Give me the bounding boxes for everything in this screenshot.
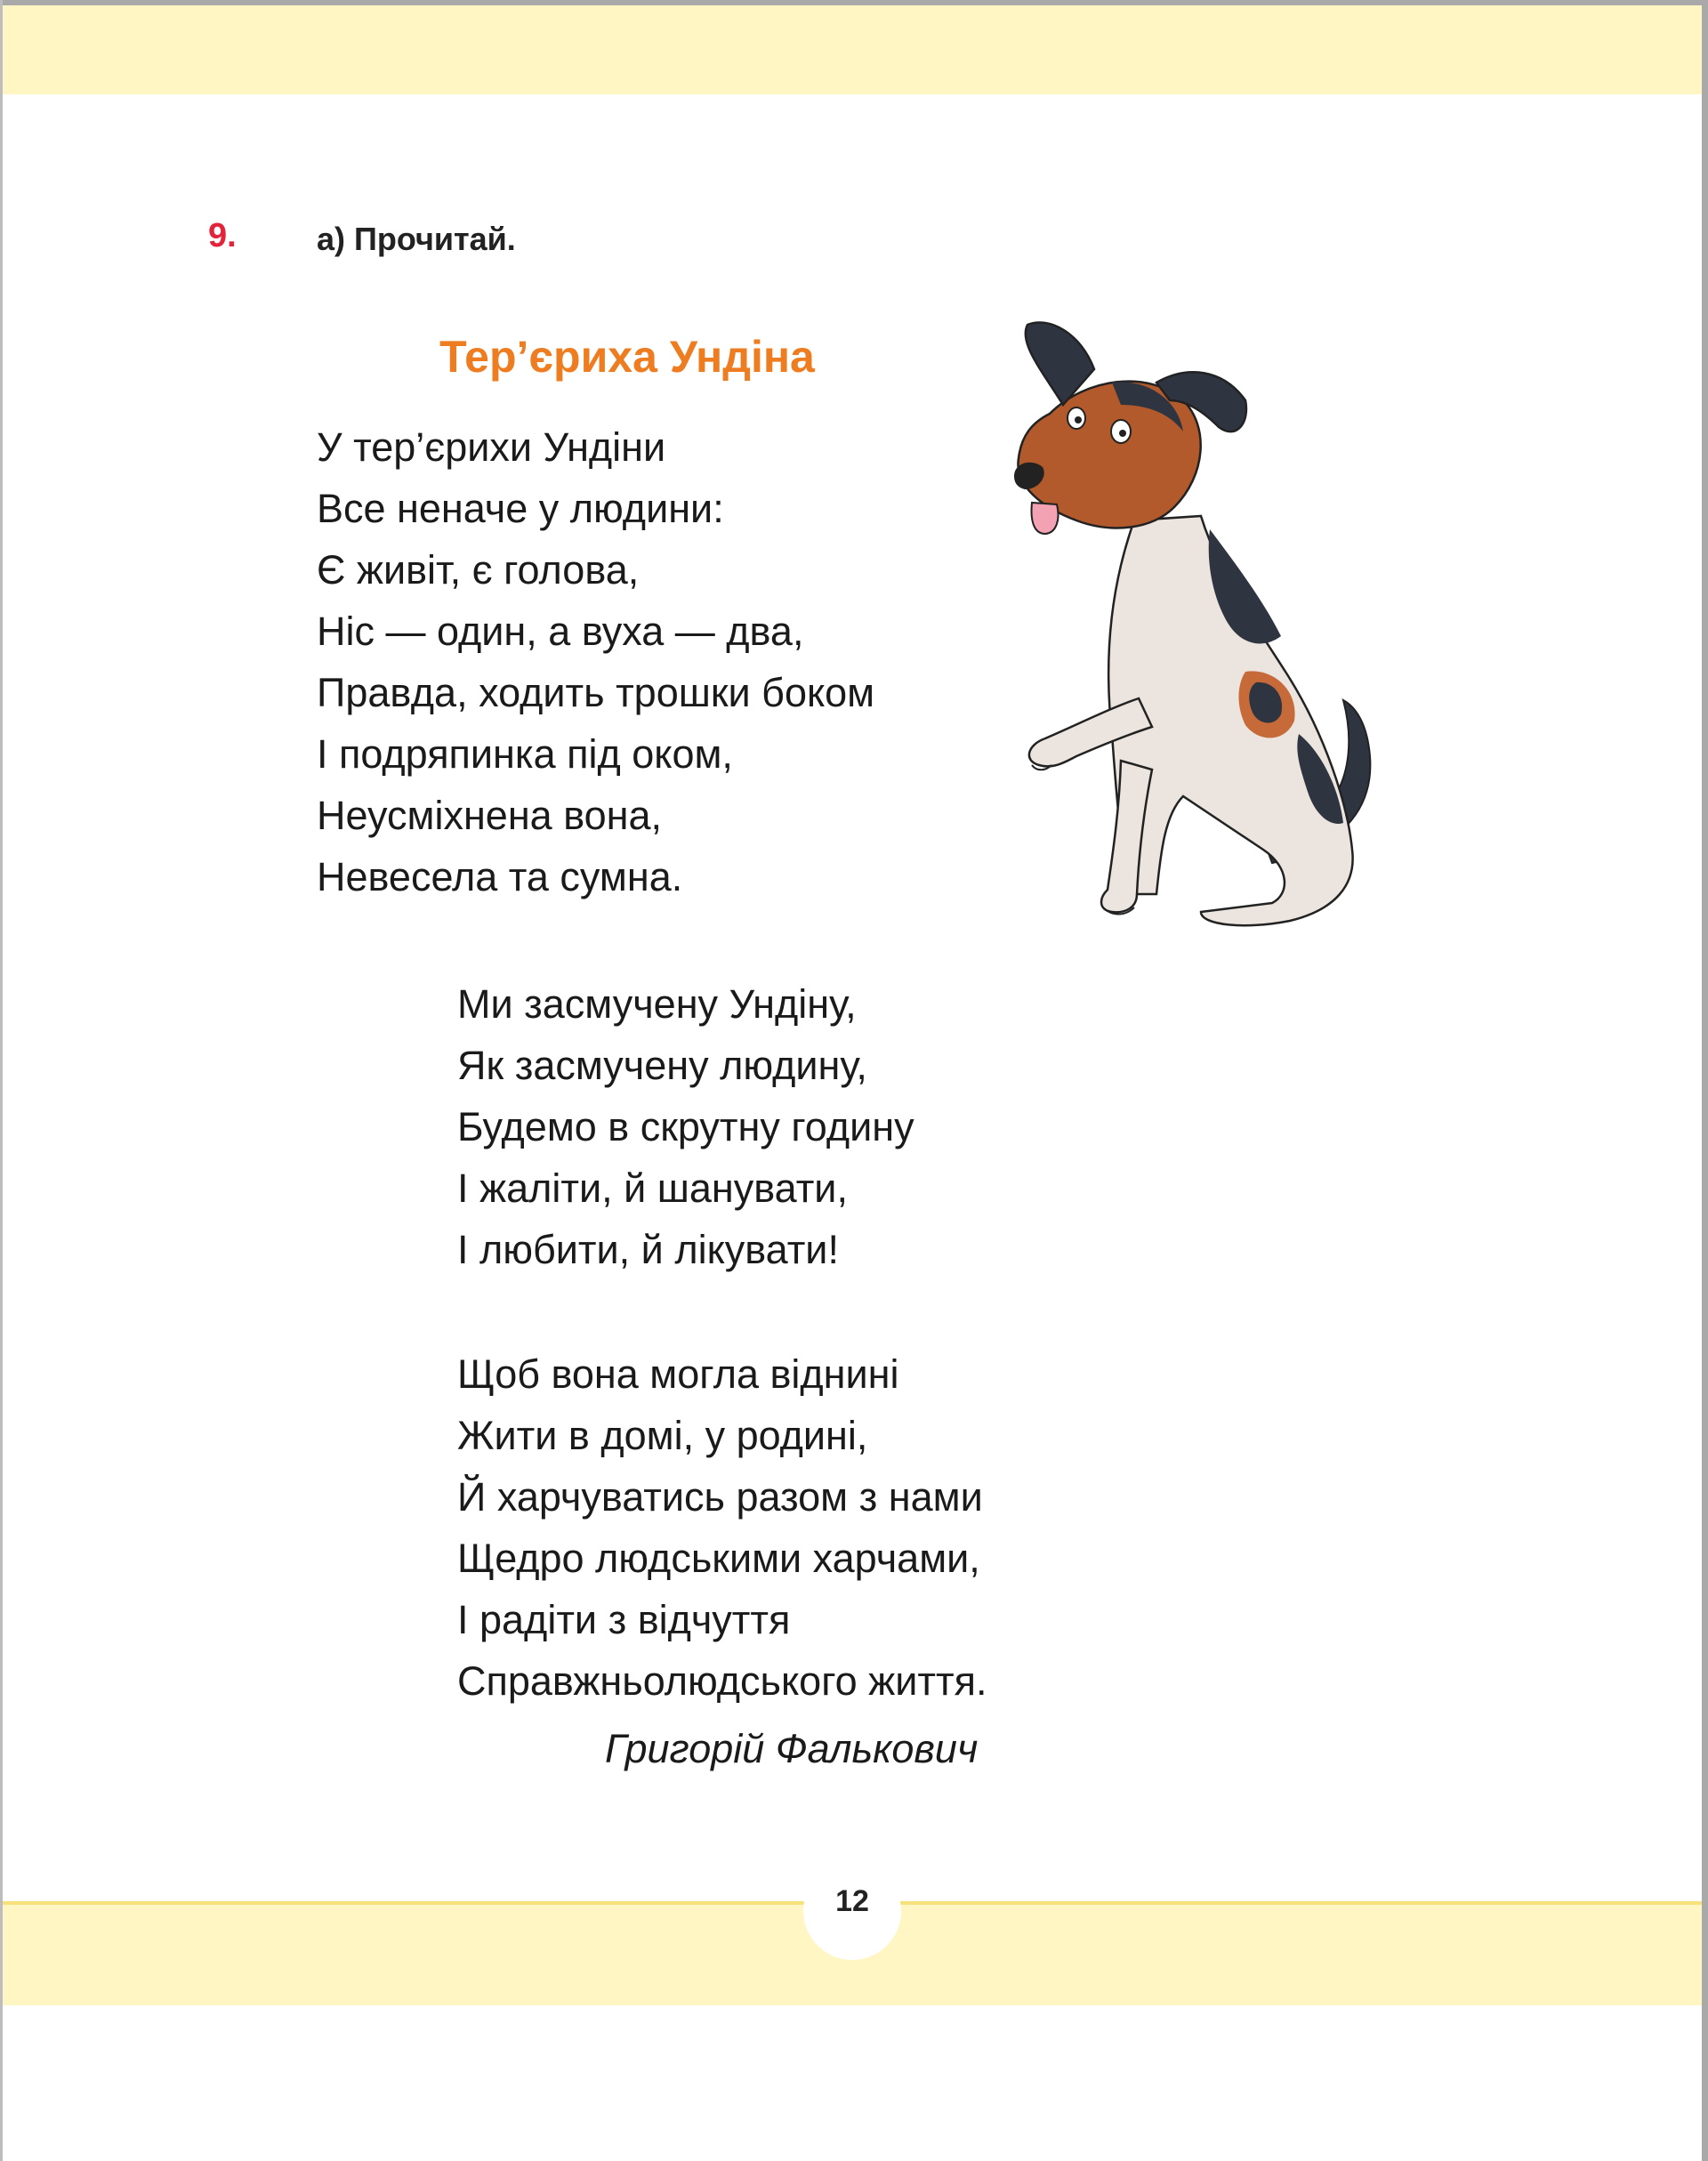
poem-stanza-2	[457, 973, 914, 1280]
page-edge-right	[1702, 0, 1708, 2161]
poem-line: І подряпинка під оком,	[317, 731, 733, 777]
poem-title: Тер’єриха Ундіна	[439, 332, 815, 382]
poem-stanza-1	[317, 416, 874, 907]
page-number: 12	[835, 1884, 869, 1918]
poem-line: Правда, ходить трошки боком	[317, 670, 875, 715]
poem-line: І радіти з відчуття	[457, 1597, 791, 1642]
header-band	[3, 5, 1702, 94]
poem-line: Неусміхнена вона,	[317, 793, 663, 838]
task-instruction: а) Прочитай.	[317, 221, 516, 257]
poem-line: Є живіт, є голова,	[317, 547, 640, 593]
poem-line: Й харчуватись разом з нами	[457, 1474, 983, 1520]
terrier-dog-illustration	[979, 316, 1388, 956]
poem-line: Ніс — один, а вуха — два,	[317, 609, 804, 654]
poem-line: Невесела та сумна.	[317, 854, 683, 899]
poem-line: Все неначе у людини:	[317, 486, 724, 531]
poem-line: Щедро людськими харчами,	[457, 1536, 980, 1581]
page-edge-left	[0, 0, 3, 2161]
poem-line: Щоб вона могла віднині	[457, 1351, 899, 1397]
poem-line: І жаліти, й шанувати,	[457, 1165, 848, 1211]
poem-line: У тер’єрихи Ундіни	[317, 424, 666, 470]
poem-stanza-3	[457, 1343, 987, 1712]
poem-line: Справжньолюдського життя.	[457, 1658, 987, 1704]
poem-line: Жити в домі, у родині,	[457, 1413, 868, 1458]
poem-line: Будемо в скрутну годину	[457, 1104, 914, 1149]
poem-line: Як засмучену людину,	[457, 1043, 867, 1088]
poem-line: І любити, й лікувати!	[457, 1227, 839, 1272]
task-number: 9.	[208, 217, 237, 254]
poem-author: Григорій Фалькович	[605, 1726, 979, 1771]
poem-line: Ми засмучену Ундіну,	[457, 981, 857, 1027]
